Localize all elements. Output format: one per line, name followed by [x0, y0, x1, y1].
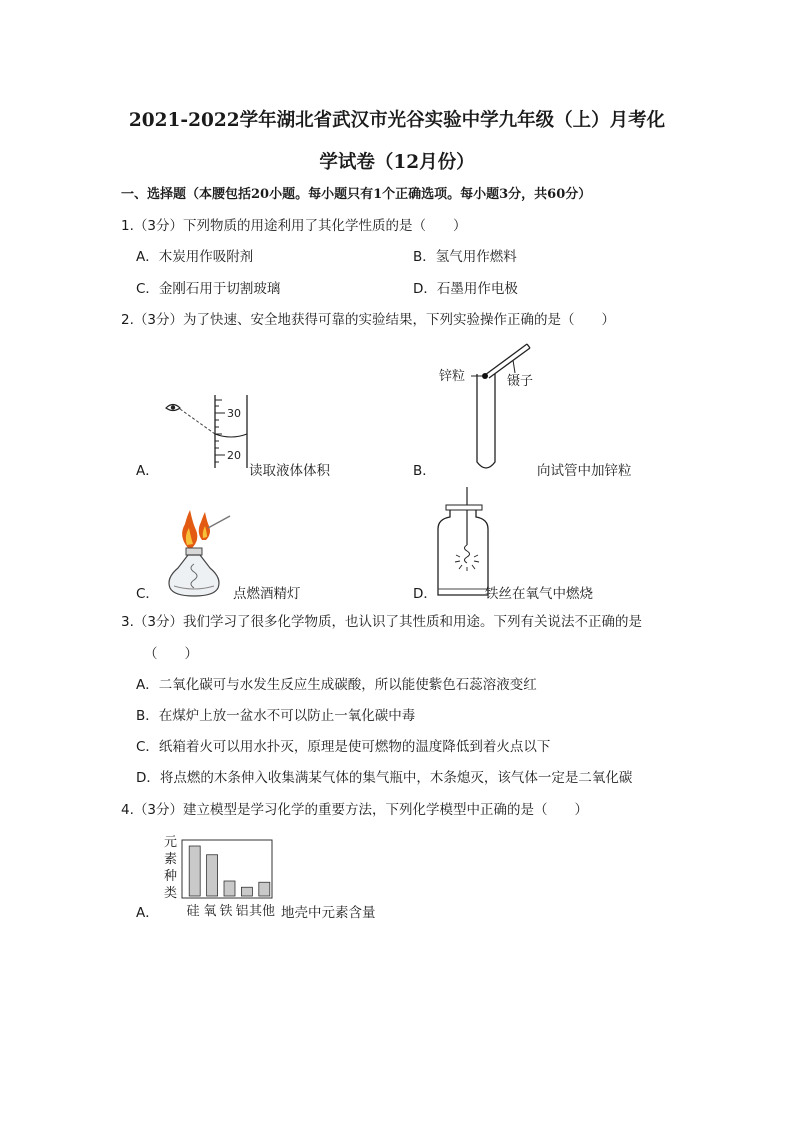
q1-option-a: A．木炭用作吸附剂 — [136, 249, 254, 265]
cylinder-reading-diagram — [160, 390, 255, 475]
q2-option-d-caption: 铁丝在氧气中燃烧 — [485, 586, 593, 602]
category-label-2: 铁 — [219, 904, 233, 919]
q4-stem: 4.（3分）建立模型是学习化学的重要方法，下列化学模型中正确的是（ ） — [121, 802, 588, 818]
q3-option-a: A．二氧化碳可与水发生反应生成碳酸，所以能使紫色石蕊溶液变红 — [136, 677, 537, 693]
q3-stem: 3.（3分）我们学习了很多化学物质，也认识了其性质和用途。下列有关说法不正确的是 — [121, 614, 642, 630]
iron-wire-combustion-diagram — [432, 485, 492, 603]
q2-option-b-letter: B． — [413, 463, 436, 479]
q3-option-b: B．在煤炉上放一盆水不可以防止一氧化碳中毒 — [136, 708, 416, 724]
category-label-4: 其他 — [248, 904, 276, 919]
bar-0 — [189, 846, 200, 896]
bar-4 — [259, 882, 270, 896]
q2-option-a-caption: 读取液体体积 — [249, 463, 330, 479]
chart-ylabel-char-1: 元 — [164, 835, 178, 850]
bar-2 — [224, 881, 235, 896]
page-title-line1: 2021-2022学年湖北省武汉市光谷实验中学九年级（上）月考化 — [128, 110, 666, 131]
alcohol-lamp-diagram — [160, 508, 235, 603]
q2-option-a-letter: A． — [136, 463, 159, 479]
category-label-1: 氧 — [203, 904, 217, 919]
bar-3 — [241, 887, 252, 896]
chart-ylabel-char-2: 素 — [164, 852, 178, 867]
q1-stem: 1.（3分）下列物质的用途利用了其化学性质的是（ ） — [121, 218, 467, 234]
tick-label-30: 30 — [227, 407, 241, 420]
page-title-line2: 学试卷（12月份） — [319, 152, 475, 173]
bar-1 — [207, 855, 218, 896]
element-content-bar-chart — [180, 838, 280, 920]
q3-option-c: C．纸箱着火可以用水扑灭，原理是使可燃物的温度降低到着火点以下 — [136, 739, 551, 755]
zinc-granule — [482, 373, 488, 379]
tweezers-label: 镊子 — [507, 374, 534, 389]
category-label-3: 铝 — [235, 904, 249, 919]
q2-stem: 2.（3分）为了快速、安全地获得可靠的实验结果，下列实验操作正确的是（ ） — [121, 312, 615, 328]
q1-option-d: D．石墨用作电极 — [413, 281, 518, 297]
tick-label-20: 20 — [227, 449, 241, 462]
zinc-label: 锌粒 — [439, 369, 466, 384]
section-heading: 一、选择题（本腰包括20小题。每小题只有1个正确选项。每小题3分，共60分） — [121, 187, 592, 202]
chart-ylabel-char-4: 类 — [164, 886, 178, 901]
q1-option-c: C．金刚石用于切割玻璃 — [136, 281, 281, 297]
test-tube-zinc-diagram — [435, 338, 545, 478]
q2-option-b-caption: 向试管中加锌粒 — [537, 463, 632, 479]
category-label-0: 硅 — [186, 904, 200, 919]
q1-option-b: B．氢气用作燃料 — [413, 249, 517, 265]
q3-stem-cont: （ ） — [144, 646, 198, 662]
q2-option-d-letter: D． — [413, 586, 437, 602]
chart-ylabel-char-3: 种 — [164, 869, 178, 884]
q3-option-d: D．将点燃的木条伸入收集满某气体的集气瓶中，木条熄灭，该气体一定是二氧化碳 — [136, 770, 633, 786]
q4-option-a-caption: 地壳中元素含量 — [281, 905, 376, 921]
q2-option-c-caption: 点燃酒精灯 — [233, 586, 301, 602]
q2-option-c-letter: C． — [136, 586, 159, 602]
q4-option-a-letter: A． — [136, 905, 159, 921]
